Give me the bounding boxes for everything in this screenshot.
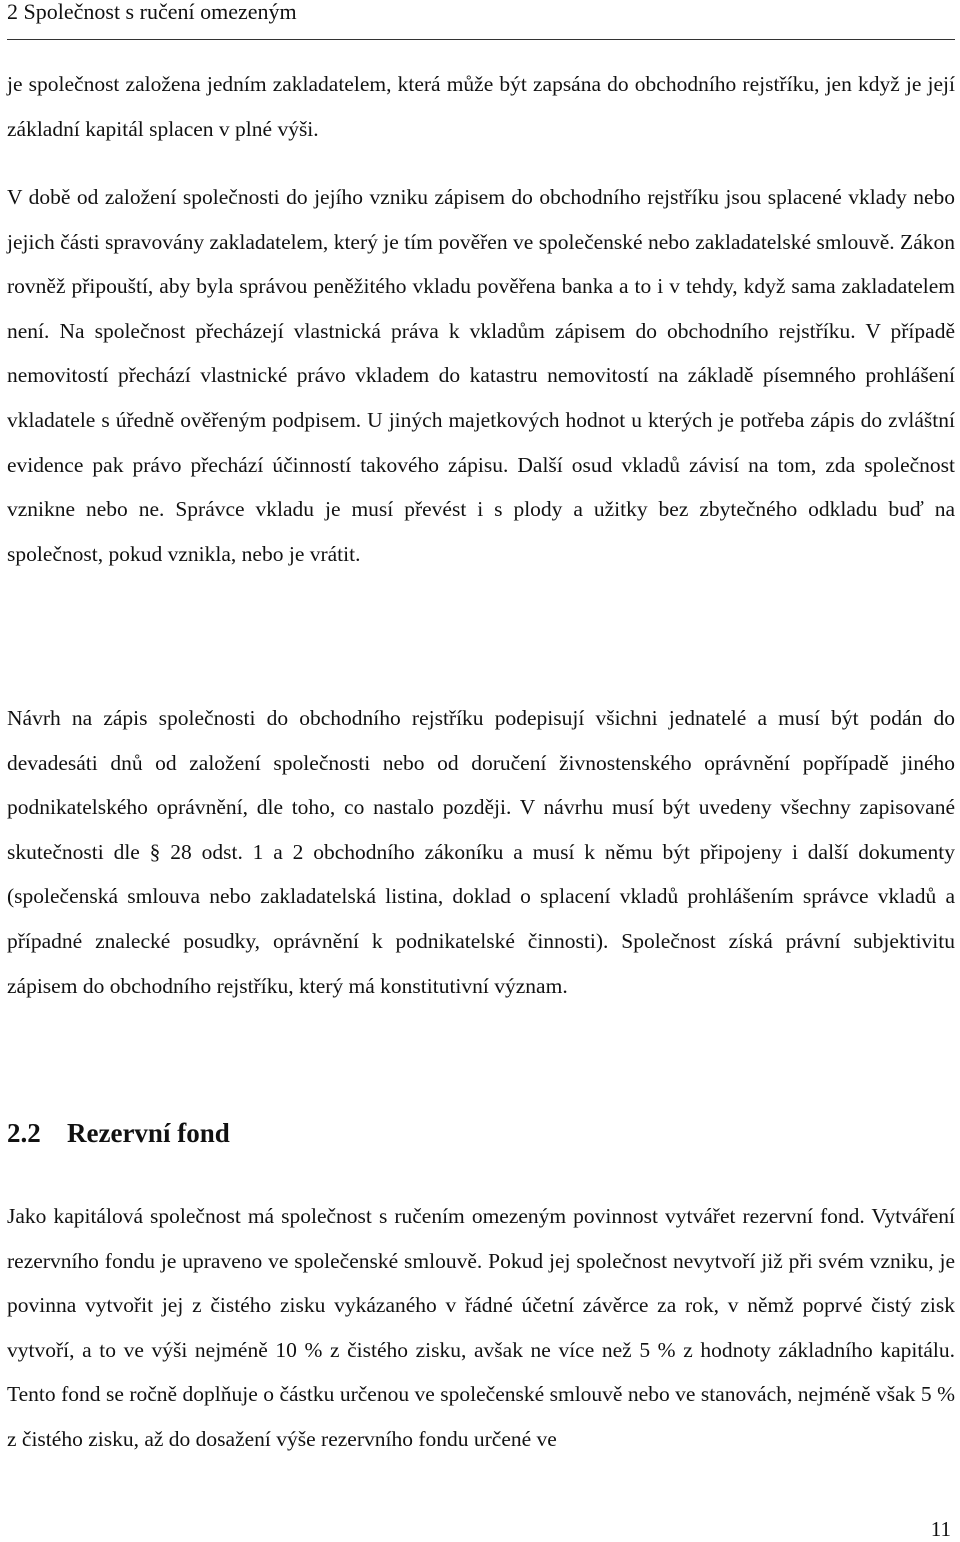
section-heading <box>7 1113 230 1153</box>
page-number: 11 <box>930 1517 951 1541</box>
section-title: Rezervní fond <box>67 1118 230 1148</box>
running-header: 2 Společnost s ručení omezeným <box>7 0 955 40</box>
paragraph-registration: Návrh na zápis společnosti do obchodního rejstříku podepisují všichni jednatelé a musí být podán do devadesáti dnů od založení společnosti nebo od doručení živnostenského oprávnění popřípadě jiného podnikatelského oprávnění, dle toho, co nastalo později. V návrhu musí být uvedeny všechny zapisované skutečnosti dle § 28 odst. 1 a 2 obchodního zákoníku a musí k němu být připojeny i další dokumenty (společenská smlouva nebo zakladatelská listina, doklad o splacení vkladů prohlášením správce vkladů a případné znalecké posudky, oprávnění k podnikatelské činnosti). Společnost získá právní subjektivitu zápisem do obchodního rejstříku, který má konstitutivní význam. <box>7 706 955 998</box>
paragraph-founding: je společnost založena jedním zakladatelem, která může být zapsána do obchodního rejstříku, jen když je její základní kapitál splacen v plné výši. <box>7 72 955 141</box>
section-number: 2.2 <box>7 1118 41 1148</box>
paragraph-deposits: V době od založení společnosti do jejího vzniku zápisem do obchodního rejstříku jsou splacené vklady nebo jejich části spravovány zakladatelem, který je tím pověřen ve společenské nebo zakladatelské smlouvě. Zákon rovněž připouští, aby byla správou peněžitého vkladu pověřena banka a to i v tehdy, když sama zakladatelem není. Na společnost přecházejí vlastnická práva k vkladům zápisem do obchodního rejstříku. V případě nemovitostí přechází vlastnické právo vkladem do katastru nemovitostí na základě písemného prohlášení vkladatele s úředně ověřeným podpisem. U jiných majetkových hodnot u kterých je potřeba zápis do zvláštní evidence pak právo přechází účinností takového zápisu. Další osud vkladů závisí na tom, zda společnost vznikne nebo ne. Správce vkladu je musí převést i s plody a užitky bez zbytečného odkladu buď na společnost, pokud vznikla, nebo je vrátit. <box>7 185 955 566</box>
paragraph-reserve-fund: Jako kapitálová společnost má společnost s ručením omezeným povinnost vytvářet rezervní fond. Vytváření rezervního fondu je upraveno ve společenské smlouvě. Pokud jej společnost nevytvoří již při svém vzniku, je povinna vytvořit jej z čistého zisku vykázaného v řádné účetní závěrce za rok, v němž poprvé čistý zisk vytvoří, a to ve výši nejméně 10 % z čistého zisku, avšak ne více než 5 % z hodnoty základního kapitálu. Tento fond se ročně doplňuje o částku určenou ve společenské smlouvě nebo ve stanovách, nejméně však 5 % z čistého zisku, až do dosažení výše rezervního fondu určené ve <box>7 1204 955 1451</box>
